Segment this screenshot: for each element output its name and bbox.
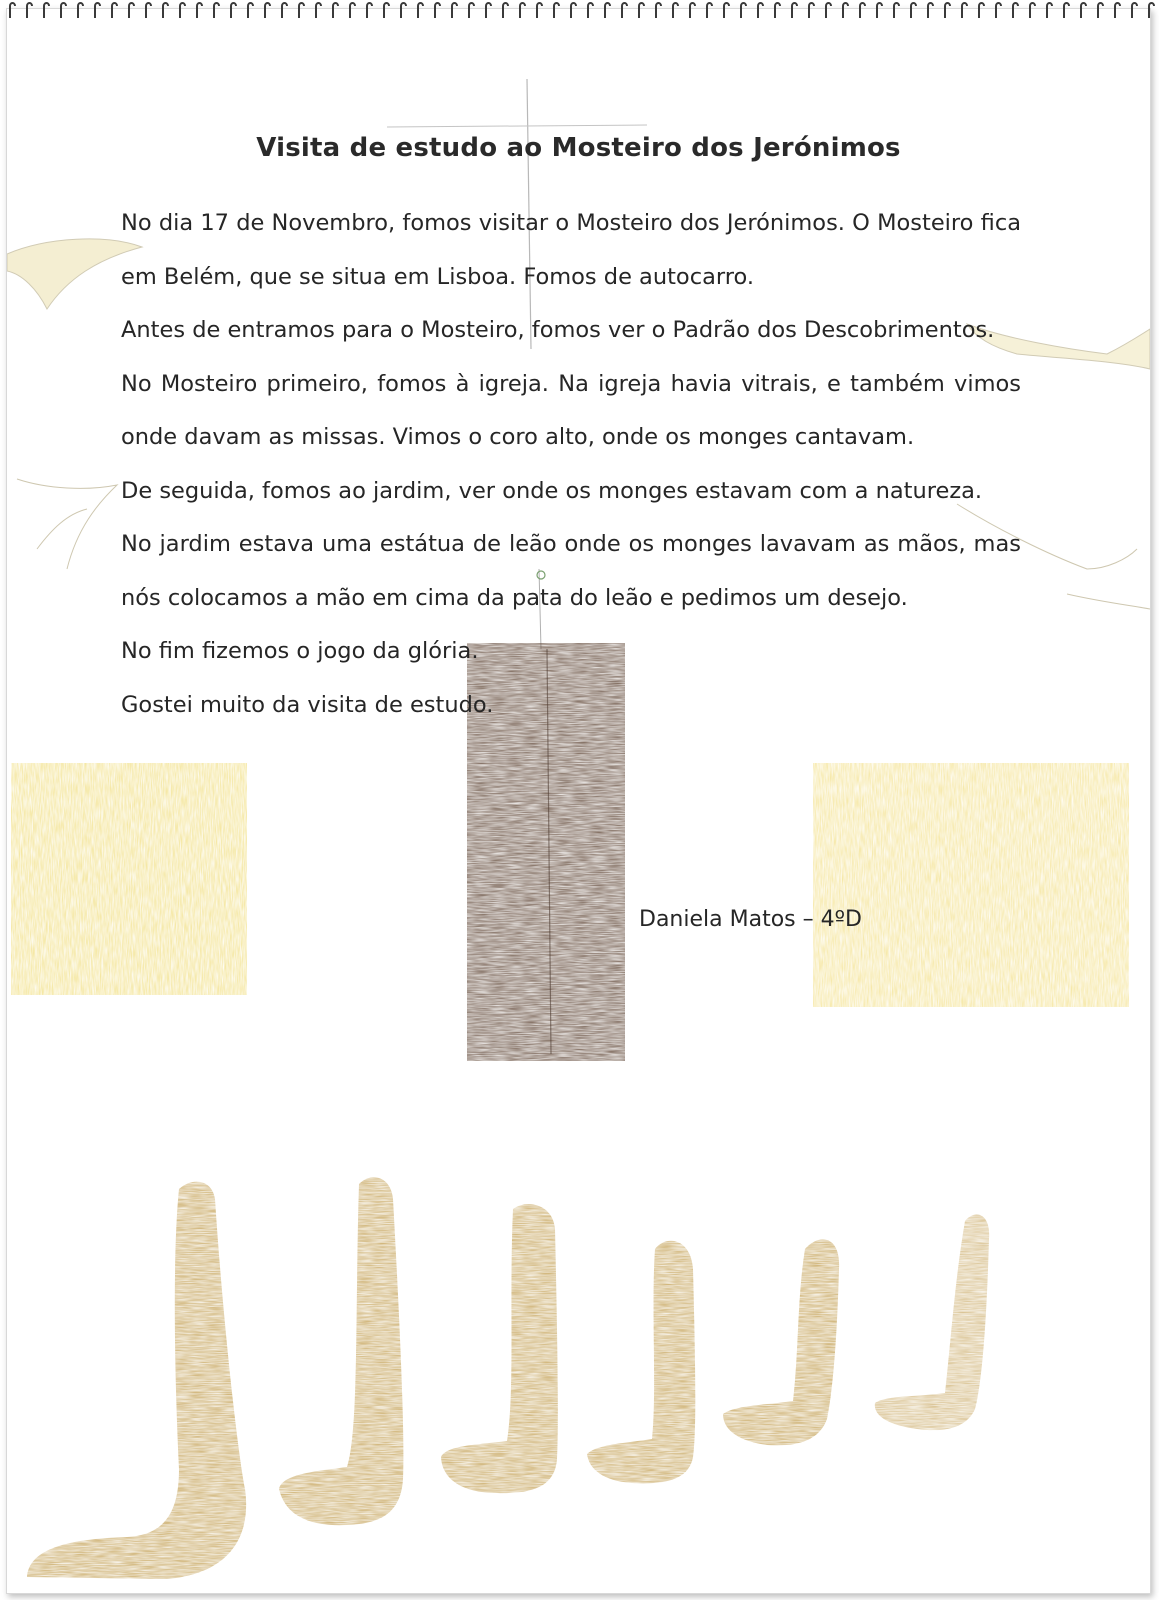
paragraph: Antes de entramos para o Mosteiro, fomos ver o Padrão dos Descobrimentos. bbox=[121, 317, 995, 343]
essay-body bbox=[121, 197, 1021, 732]
paragraph: No dia 17 de Novembro, fomos visitar o Mosteiro dos Jerónimos. O Mosteiro fica em Belém, que se situa em Lisboa. Fomos de autocarro. bbox=[121, 210, 1021, 290]
paragraph: Gostei muito da visita de estudo. bbox=[121, 691, 494, 718]
paragraph: No Mosteiro primeiro, fomos à igreja. Na igreja havia vitrais, e também vimos onde davam as missas. Vimos o coro alto, onde os monges cantavam. bbox=[121, 370, 1021, 450]
notebook-page bbox=[6, 8, 1151, 1594]
yellow-block-right bbox=[813, 763, 1129, 1007]
column-5 bbox=[723, 1239, 839, 1445]
pencil-line bbox=[387, 125, 647, 127]
yellow-block-left bbox=[11, 763, 247, 995]
column-4 bbox=[587, 1241, 695, 1484]
paragraph: No jardim estava uma estátua de leão onde os monges lavavam as mãos, mas nós colocamos a mão em cima da pata do leão e pedimos um desejo. bbox=[121, 531, 1021, 611]
column-2 bbox=[279, 1177, 403, 1525]
paragraph: No fim fizemos o jogo da glória. bbox=[121, 638, 479, 664]
paragraph: De seguida, fomos ao jardim, ver onde os monges estavam com a natureza. bbox=[121, 477, 983, 504]
column-6 bbox=[875, 1215, 989, 1431]
column-shapes bbox=[27, 1177, 989, 1579]
column-1 bbox=[27, 1182, 246, 1579]
bird-sketch-left-2 bbox=[17, 479, 117, 569]
author-signature: Daniela Matos – 4ºD bbox=[639, 907, 862, 932]
column-3 bbox=[441, 1204, 558, 1493]
page-title: Visita de estudo ao Mosteiro dos Jerónimos bbox=[256, 133, 901, 163]
